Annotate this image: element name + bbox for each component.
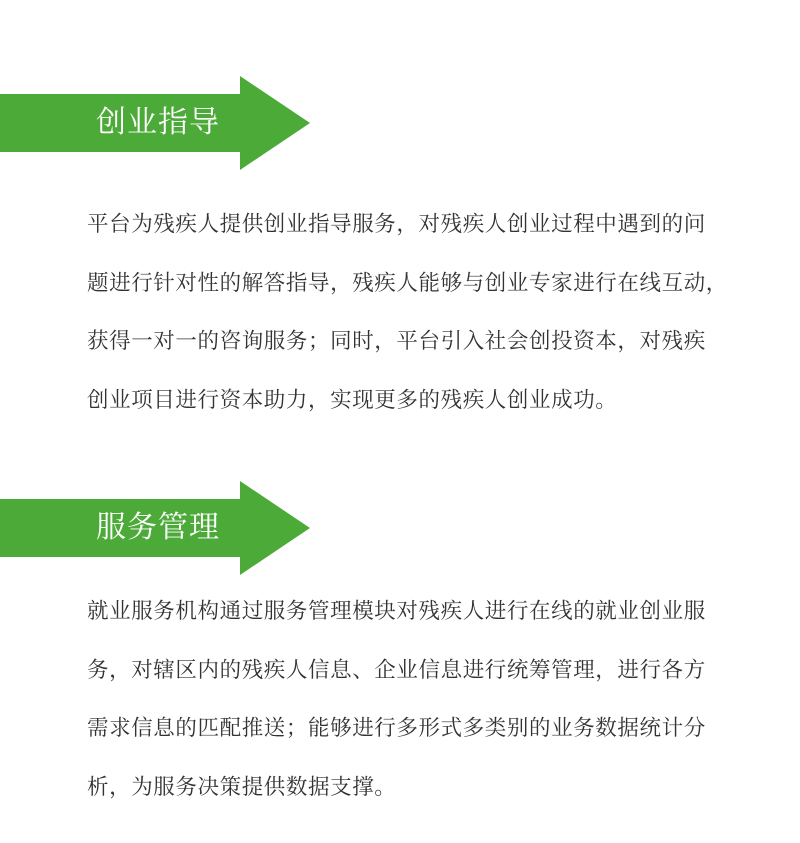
text-line: 创业项目进行资本助力，实现更多的残疾人创业成功。 — [87, 387, 618, 413]
section-body — [87, 583, 747, 817]
text-line: 析，为服务决策提供数据支撑。 — [87, 774, 397, 800]
section-title: 创业指导 — [96, 105, 220, 140]
text-line: 务，对辖区内的残疾人信息、企业信息进行统筹管理，进行各方 — [87, 657, 706, 683]
text-line: 就业服务机构通过服务管理模块对残疾人进行在线的就业创业服 — [87, 599, 706, 624]
section-banner — [0, 481, 310, 575]
text-line: 平台为残疾人提供创业指导服务，对残疾人创业过程中遇到的问 — [87, 212, 706, 237]
section-title: 服务管理 — [96, 510, 220, 545]
text-line: 题进行针对性的解答指导，残疾人能够与创业专家进行在线互动， — [87, 270, 728, 296]
section-body — [87, 196, 747, 430]
section-banner — [0, 76, 310, 170]
text-line: 需求信息的匹配推送；能够进行多形式多类别的业务数据统计分 — [87, 716, 706, 741]
text-line: 获得一对一的咨询服务；同时，平台引入社会创投资本，对残疾 — [87, 329, 706, 354]
